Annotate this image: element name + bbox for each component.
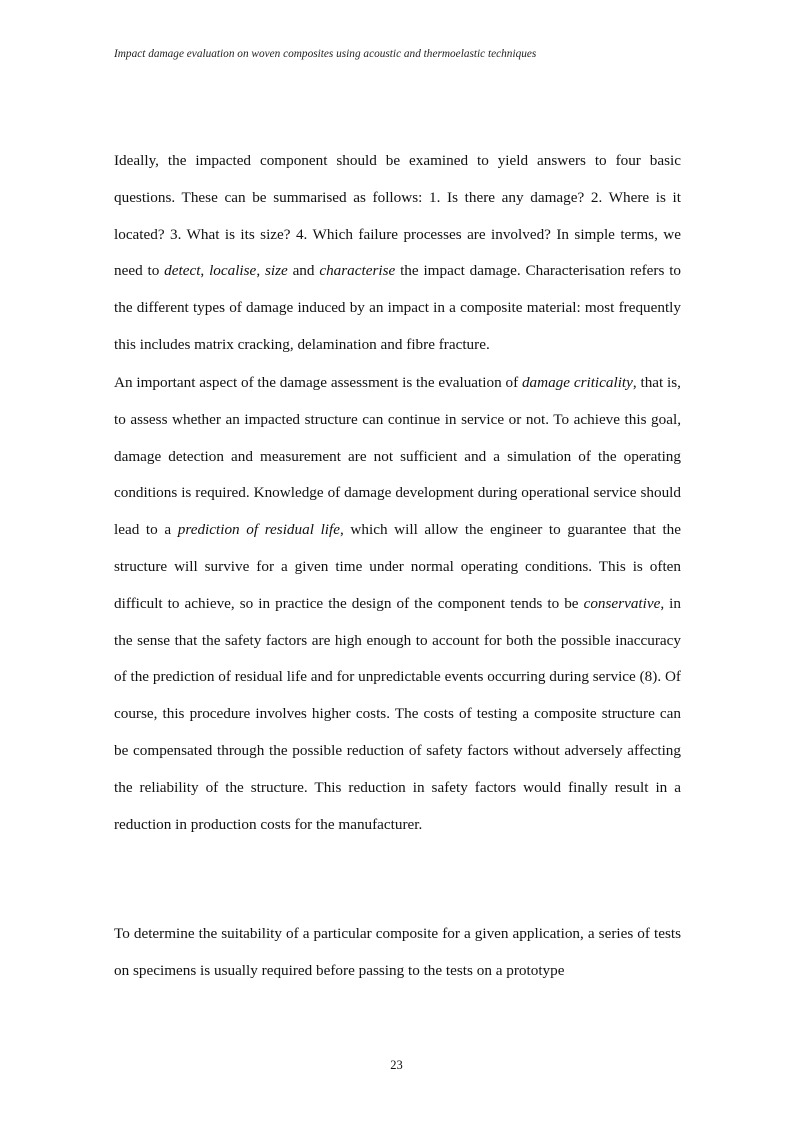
emphasis-conservative: conservative	[583, 594, 661, 612]
text-span: Ideally, the impacted component should be examined to yield answers to four basic questions. These can be summarised as follows: 1. Is there any damage? 2. Where is it located? 3. What is its size? 4. Which failure processes are involved? In simple terms, we need to	[114, 152, 681, 280]
text-span: and	[287, 262, 320, 280]
emphasis-characterise: characterise	[319, 262, 396, 280]
emphasis-localise: localise	[209, 262, 257, 280]
text-span: , which will allow the engineer to guarantee that the structure will survive for a given time under normal operating conditions. This is often difficult to achieve, so in practice the design of the component tends to be	[114, 521, 682, 612]
running-header: Impact damage evaluation on woven composites using acoustic and thermoelastic techniques	[114, 48, 537, 60]
emphasis-size: size	[264, 262, 288, 280]
text-span: the impact damage. Characterisation refers to the different types of damage induced by an impact in a composite material: most frequently this includes matrix cracking, delamination and fibre fracture.	[114, 262, 682, 353]
text-span: ,	[200, 262, 210, 280]
emphasis-prediction-residual-life: prediction of residual life	[177, 521, 340, 539]
text-span: , in the sense that the safety factors are high enough to account for both the possible inaccuracy of the prediction of residual life and for unpredictable events occurring during service (8). Of course, this procedure involves higher costs. The costs of testing a composite structure can be compensated through the possible reduction of safety factors without adversely affecting the reliability of the structure. This reduction in safety factors would finally result in a reduction in production costs for the manufacturer.	[114, 594, 681, 833]
emphasis-detect: detect	[164, 262, 201, 280]
text-span: ,	[256, 262, 265, 280]
text-span: An important aspect of the damage assessment is the evaluation of	[114, 374, 522, 391]
paragraph-damage-questions	[114, 143, 681, 364]
text-span: , that is, to assess whether an impacted structure can continue in service or not. To achieve this goal, damage detection and measurement are not sufficient and a simulation of the operating conditions is required. Knowledge of damage development during operational service should lead to a	[114, 374, 681, 539]
paragraph-damage-criticality	[114, 365, 681, 843]
page-number: 23	[390, 1058, 403, 1072]
paragraph-suitability-tests	[114, 916, 681, 990]
emphasis-damage-criticality: damage criticality	[521, 374, 633, 391]
text-span: To determine the suitability of a particular composite for a given application, a series of tests on specimens is usually required before passing to the tests on a prototype	[114, 925, 681, 979]
